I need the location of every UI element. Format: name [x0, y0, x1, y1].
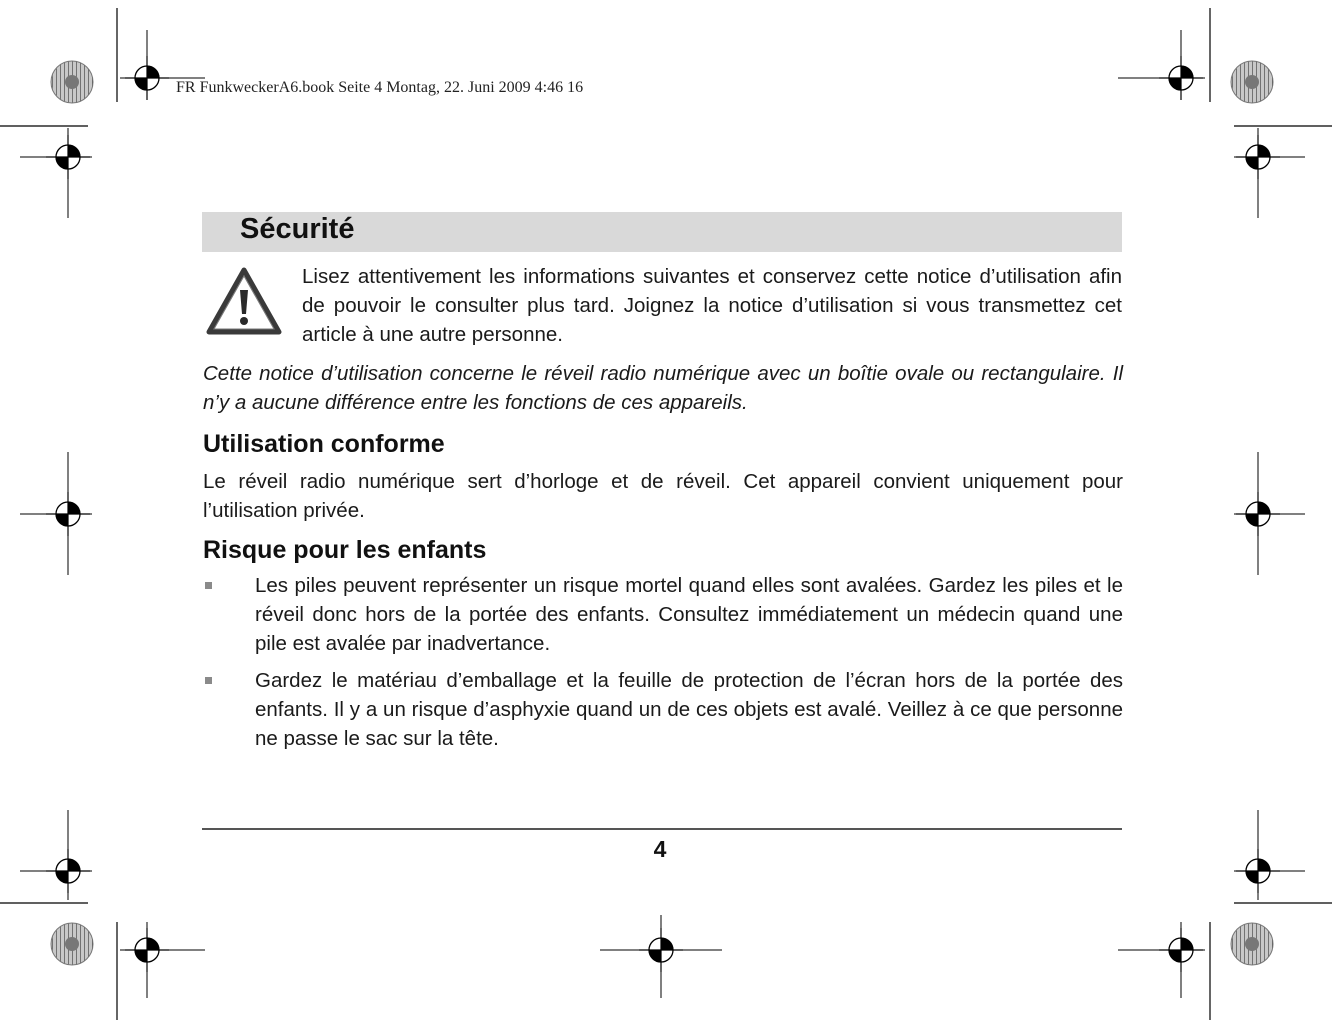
- list-item: [203, 571, 1123, 658]
- page-title: Sécurité: [240, 213, 355, 245]
- italic-note: Cette notice d’utilisation concerne le réveil radio numérique avec un boîtie ovale ou rectangulaire. Il n’y a aucune différence entre les fonctions de ces appareils.: [203, 362, 1123, 414]
- intro-text: Lisez attentivement les informations suivantes et conservez cette notice d’utilisation afin de pouvoir le consulter plus tard. Joignez la notice d’utilisation si vous transmettez cet article à une autre personne.: [302, 265, 1122, 346]
- heading-risque-enfants: Risque pour les enfants: [203, 536, 487, 564]
- utilisation-text: Le réveil radio numérique sert d’horloge et de réveil. Cet appareil convient uniquement pour l’utilisation privée.: [203, 470, 1123, 522]
- bullet-square-icon: [205, 677, 212, 684]
- section-title-bar: [202, 212, 1122, 252]
- bullet-text: Les piles peuvent représenter un risque mortel quand elles sont avalées. Gardez les piles et le réveil donc hors de la portée des enfants. Consultez immédiatement un médecin quand une pile est avalée par inadvertance.: [255, 574, 1123, 655]
- bullet-list: [203, 571, 1123, 761]
- list-item: [203, 666, 1123, 753]
- footer-rule: [202, 828, 1122, 830]
- page-number: 4: [653, 836, 667, 862]
- bullet-text: Gardez le matériau d’emballage et la feuille de protection de l’écran hors de la portée des enfants. Il y a un risque d’asphyxie quand un de ces objets est avalé. Veillez à ce que personne ne passe le sac sur la tête.: [255, 669, 1123, 750]
- print-header: FR FunkweckerA6.book Seite 4 Montag, 22. Juni 2009 4:46 16: [176, 79, 584, 96]
- heading-utilisation: Utilisation conforme: [203, 430, 445, 458]
- warning-triangle-icon: [205, 266, 283, 338]
- bullet-square-icon: [205, 582, 212, 589]
